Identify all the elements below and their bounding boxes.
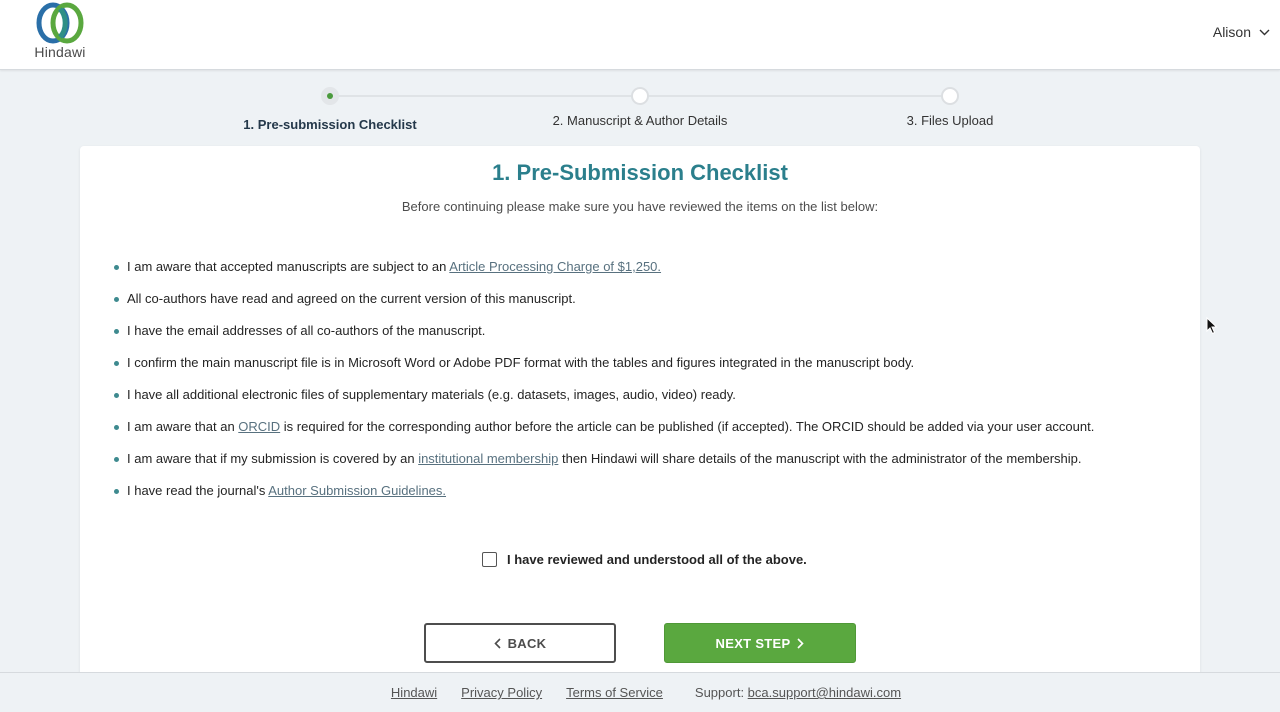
mouse-pointer-icon (1206, 317, 1218, 335)
checklist-item-text: I am aware that an (127, 419, 239, 434)
orcid-link[interactable]: ORCID (238, 419, 281, 434)
checklist-item-file-format (112, 354, 1172, 386)
page-subtitle: Before continuing please make sure you have reviewed the items on the list below: (401, 199, 879, 214)
support-label: Support: (694, 685, 748, 700)
checklist-item-coauthors-agreed (112, 290, 1172, 322)
next-step-button[interactable] (664, 623, 856, 663)
author-guidelines-link[interactable]: Author Submission Guidelines. (268, 483, 447, 498)
checklist-item-text: I have the email addresses of all co-authors of the manuscript. (127, 323, 486, 338)
checklist-item-text: I am aware that accepted manuscripts are subject to an (127, 259, 450, 274)
checklist-item-membership (112, 450, 1172, 482)
step-2-label: 2. Manuscript & Author Details (552, 113, 728, 128)
chevron-right-icon (797, 638, 804, 649)
hindawi-logo-icon (32, 2, 88, 46)
step-1-label: 1. Pre-submission Checklist (243, 117, 417, 132)
checklist-item-email-addresses (112, 322, 1172, 354)
institutional-membership-link[interactable]: institutional membership (418, 451, 559, 466)
logo-text: Hindawi (34, 44, 86, 60)
back-button[interactable] (424, 623, 616, 663)
progress-stepper (0, 80, 1280, 140)
checklist-item-orcid (112, 418, 1172, 450)
checklist-item-text: is required for the corresponding author before the article can be published (if accepted). The ORCID should be added via your user account. (280, 419, 1095, 434)
checklist-item-text: I have all additional electronic files of supplementary materials (e.g. datasets, images, audio, video) ready. (127, 387, 736, 402)
next-step-button-label: NEXT STEP (715, 635, 791, 651)
checklist-card (80, 146, 1200, 686)
footer-link-privacy[interactable]: Privacy Policy (461, 685, 543, 700)
checklist (112, 258, 1172, 514)
step-2-indicator (631, 87, 649, 105)
app-header (0, 0, 1280, 70)
confirm-checkbox[interactable] (482, 552, 497, 567)
checklist-item-text: I am aware that if my submission is covered by an (127, 451, 419, 466)
step-3-label: 3. Files Upload (906, 113, 994, 128)
support-info (695, 685, 901, 700)
user-name: Alison (1212, 24, 1251, 40)
app-footer (0, 672, 1280, 712)
checklist-item-text: I have read the journal's (127, 483, 269, 498)
footer-link-terms[interactable]: Terms of Service (566, 685, 663, 700)
chevron-left-icon (494, 638, 501, 649)
back-button-label: BACK (507, 635, 547, 651)
checklist-item-apc (112, 258, 1172, 290)
chevron-down-icon (1259, 29, 1270, 36)
step-1-indicator (321, 87, 339, 105)
apc-link[interactable]: Article Processing Charge of $1,250. (449, 259, 662, 274)
checklist-item-text: I confirm the main manuscript file is in Microsoft Word or Adobe PDF format with the tables and figures integrated in the manuscript body. (127, 355, 915, 370)
footer-link-hindawi[interactable]: Hindawi (390, 685, 438, 700)
user-menu[interactable] (1213, 22, 1270, 42)
page-title: 1. Pre-Submission Checklist (492, 160, 788, 185)
checklist-item-text: then Hindawi will share details of the manuscript with the administrator of the membership. (558, 451, 1082, 466)
checklist-item-guidelines (112, 482, 1172, 514)
checklist-item-supplementary (112, 386, 1172, 418)
step-3-indicator (941, 87, 959, 105)
checklist-item-text: All co-authors have read and agreed on the current version of this manuscript. (127, 291, 576, 306)
support-email-link[interactable]: bca.support@hindawi.com (747, 685, 902, 700)
confirm-checkbox-row[interactable] (482, 552, 807, 567)
confirm-label: I have reviewed and understood all of the above. (507, 552, 807, 567)
hindawi-logo[interactable] (30, 2, 90, 62)
